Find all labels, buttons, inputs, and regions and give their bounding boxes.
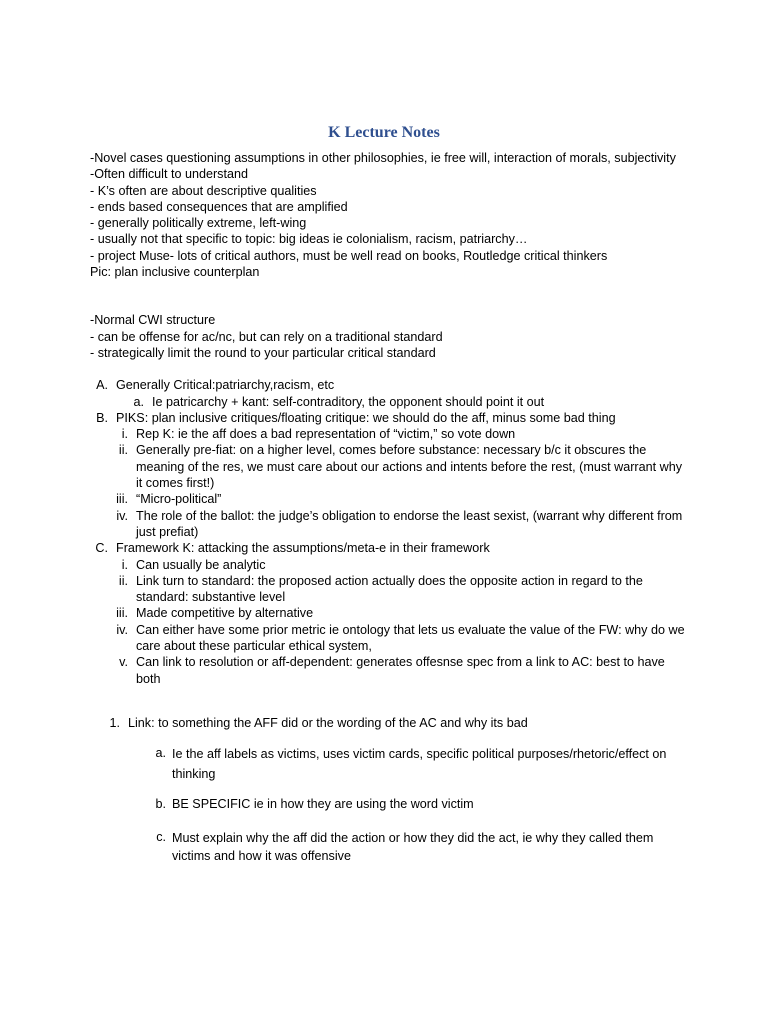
list-marker: v.	[119, 655, 128, 670]
numbered-subitem-text: BE SPECIFIC ie in how they are using the word victim	[172, 797, 474, 812]
list-marker: C.	[95, 541, 108, 556]
outline-subitem	[90, 573, 690, 606]
page-title: K Lecture Notes	[328, 124, 440, 141]
outline-subitem	[90, 622, 690, 655]
outline-subitem-text: Rep K: ie the aff does a bad representation of “victim,” so vote down	[136, 427, 516, 442]
list-marker: b.	[155, 797, 166, 812]
list-marker: 1.	[109, 715, 120, 730]
outline-subitem-text: Made competitive by alternative	[136, 606, 314, 621]
outline-subitem-text: The role of the ballot: the judge’s obligation to endorse the least sexist, (warrant why different from just prefiat)	[136, 508, 683, 539]
list-marker: c.	[156, 829, 166, 844]
numbered-subitem	[90, 745, 690, 784]
list-marker: a.	[133, 394, 144, 409]
outline-item	[90, 410, 690, 426]
note-line: - K’s often are about descriptive qualities	[90, 183, 317, 198]
document-body	[90, 150, 690, 865]
outline-subitem	[90, 605, 690, 621]
numbered-subitem	[90, 796, 690, 812]
note-line: - can be offense for ac/nc, but can rely on a traditional standard	[90, 329, 443, 344]
numbered-subitem-text: Ie the aff labels as victims, uses victim cards, specific political purposes/rhetoric/effect on thinking	[172, 747, 667, 781]
list-marker: iv.	[116, 622, 128, 637]
outline-subitem	[90, 394, 690, 410]
list-marker: iii.	[116, 606, 128, 621]
outline-subitem-text: Link turn to standard: the proposed action actually does the opposite action in regard to the standard: substantive level	[136, 573, 643, 605]
outline-subitem-text: Can either have some prior metric ie ontology that lets us evaluate the value of the FW: why do we care about these particular ethical system,	[136, 622, 685, 654]
list-marker: ii.	[118, 573, 128, 588]
numbered-list	[90, 715, 690, 865]
outline-item-text: PIKS: plan inclusive critiques/floating critique: we should do the aff, minus some bad thing	[116, 410, 616, 425]
note-line: Pic: plan inclusive counterplan	[90, 265, 260, 280]
list-marker: a.	[155, 746, 166, 761]
numbered-item-text: Link: to something the AFF did or the wording of the AC and why its bad	[128, 715, 528, 730]
outline-subitem	[90, 442, 690, 491]
outline-subitem	[90, 491, 690, 507]
note-line: -Normal CWI structure	[90, 313, 216, 328]
outline-subitem	[90, 426, 690, 442]
outline-item	[90, 377, 690, 393]
note-line: - usually not that specific to topic: big ideas ie colonialism, racism, patriarchy…	[90, 232, 528, 247]
note-line: -Novel cases questioning assumptions in other philosophies, ie free will, interaction of morals, subjectivity	[90, 151, 676, 165]
note-line: - project Muse- lots of critical authors, must be well read on books, Routledge critical thinkers	[90, 248, 608, 263]
note-line: -Often difficult to understand	[90, 167, 248, 182]
list-marker: iv.	[116, 508, 128, 523]
structure-notes	[90, 312, 690, 361]
outline-subitem-text: Generally pre-fiat: on a higher level, comes before substance: necessary b/c it obscures the meaning of the res, we must care about our actions and intents before the rest, (must warrant why it comes first!)	[136, 443, 683, 491]
list-marker: iii.	[116, 492, 128, 507]
list-marker: B.	[96, 410, 108, 425]
outline-subitem	[90, 557, 690, 573]
outline-subitem-text: Can link to resolution or aff-dependent: generates offesnse spec from a link to AC: best to have both	[136, 655, 665, 686]
outline-subitem	[90, 508, 690, 541]
outline-subitem-text: Can usually be analytic	[136, 557, 266, 572]
list-marker: A.	[96, 378, 108, 393]
list-marker: i.	[121, 557, 128, 572]
numbered-subitem	[90, 829, 690, 865]
list-marker: i.	[121, 427, 128, 442]
outline-subitem	[90, 654, 690, 687]
outline-subitem-text: “Micro-political”	[136, 492, 222, 507]
note-line: - ends based consequences that are amplified	[90, 199, 348, 214]
note-line: - strategically limit the round to your particular critical standard	[90, 345, 436, 360]
list-marker: ii.	[118, 443, 128, 458]
intro-notes	[90, 150, 690, 280]
numbered-subitem-text: Must explain why the aff did the action or how they did the act, ie why they called them victims and how it was offensive	[172, 830, 654, 863]
outline-subitem-text: Ie patricarchy + kant: self-contraditory, the opponent should point it out	[152, 394, 545, 409]
note-line: - generally politically extreme, left-wing	[90, 216, 307, 231]
outline-item-text: Framework K: attacking the assumptions/meta-e in their framework	[116, 541, 490, 556]
numbered-item	[90, 715, 690, 731]
outline-item	[90, 540, 690, 556]
outline-item-text: Generally Critical:patriarchy,racism, etc	[116, 378, 335, 393]
outline-list	[90, 377, 690, 687]
